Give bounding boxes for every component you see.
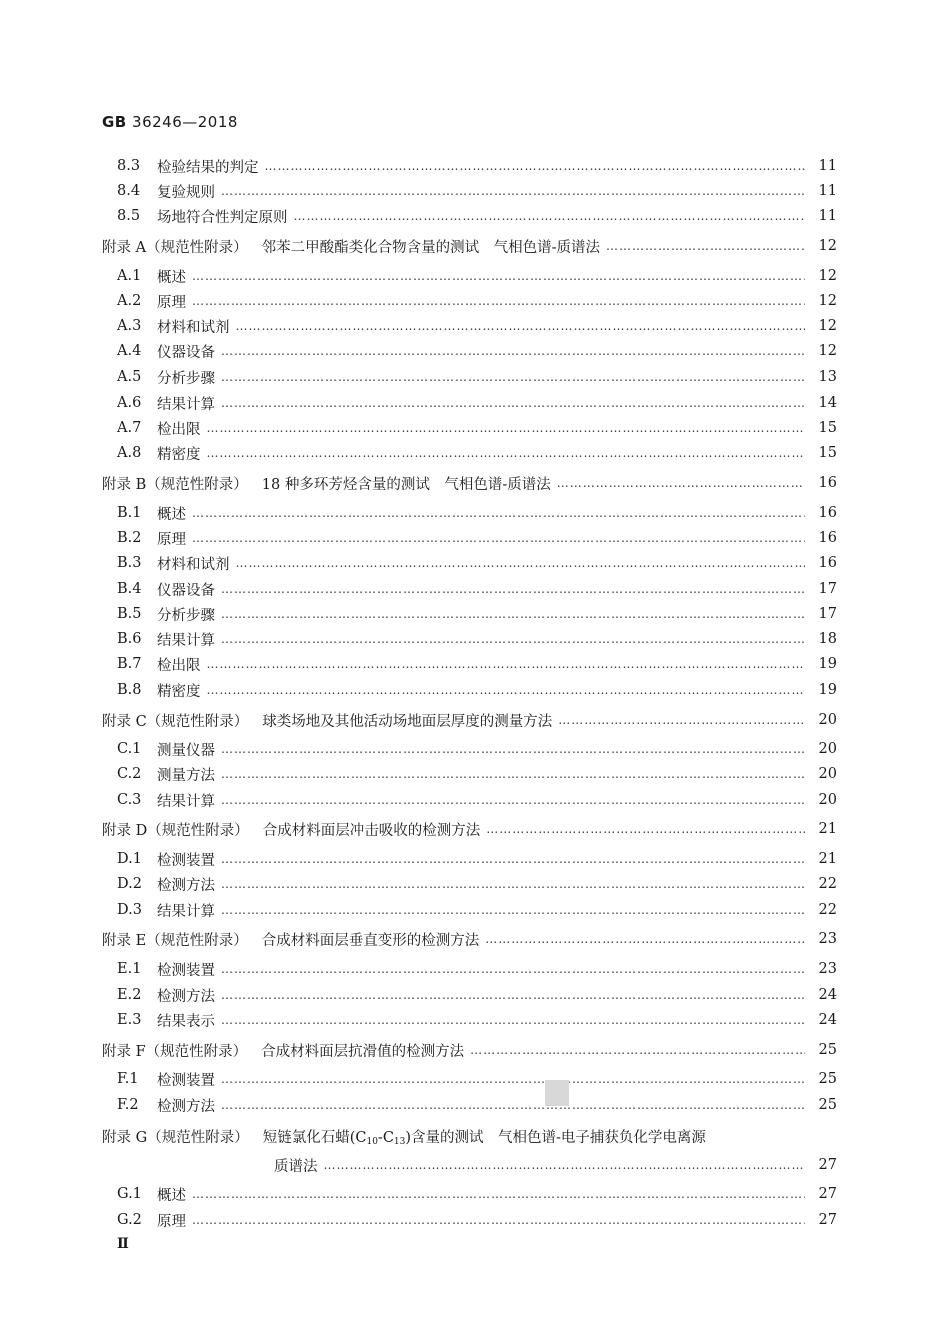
toc-entry-title: 材料和试剂 bbox=[157, 556, 230, 573]
toc-entry[interactable] bbox=[117, 417, 837, 439]
toc-entry-number: 附录 C（规范性附录） bbox=[102, 713, 249, 730]
toc-entry[interactable] bbox=[117, 984, 837, 1006]
toc-entry[interactable] bbox=[117, 1068, 837, 1090]
toc-page-number: 15 bbox=[818, 420, 837, 436]
toc-leader-dots bbox=[221, 607, 805, 621]
toc-entry-title: 仪器设备 bbox=[157, 344, 215, 361]
document-header bbox=[102, 113, 238, 131]
toc-leader-dots bbox=[207, 657, 806, 671]
toc-entry-title: 结果计算 bbox=[157, 793, 215, 810]
toc-leader-dots bbox=[606, 239, 805, 253]
toc-page-number: 16 bbox=[818, 475, 837, 491]
toc-page-number: 12 bbox=[818, 238, 837, 254]
toc-page-number: 21 bbox=[818, 851, 837, 867]
toc-entry-number: 8.4 bbox=[117, 183, 141, 199]
toc-entry-title: 概述 bbox=[157, 1187, 186, 1204]
toc-entry-title: 检出限 bbox=[157, 657, 201, 674]
toc-leader-dots bbox=[221, 344, 805, 358]
toc-entry-title: 检测方法 bbox=[157, 988, 215, 1005]
toc-leader-dots bbox=[221, 1013, 805, 1027]
toc-page-number: 27 bbox=[818, 1186, 837, 1202]
toc-entry-title: 原理 bbox=[157, 531, 186, 548]
toc-entry-title: 邻苯二甲酸酯类化合物含量的测试 气相色谱-质谱法 bbox=[261, 239, 600, 256]
toc-leader-dots bbox=[221, 632, 805, 646]
toc-page-number: 20 bbox=[818, 766, 837, 782]
toc-leader-dots bbox=[221, 582, 805, 596]
toc-entry-number: 8.5 bbox=[117, 208, 141, 224]
toc-page-number: 24 bbox=[818, 1012, 837, 1028]
toc-page-number: 20 bbox=[818, 712, 837, 728]
toc-leader-dots bbox=[294, 209, 806, 223]
toc-entry-number: B.6 bbox=[117, 631, 142, 647]
toc-entry[interactable] bbox=[117, 155, 837, 177]
toc-entry-number: G.2 bbox=[117, 1212, 142, 1228]
toc-entry-number: A.1 bbox=[117, 268, 142, 284]
toc-page-number: 25 bbox=[818, 1097, 837, 1113]
toc-entry-number: 附录 G（规范性附录） bbox=[102, 1129, 249, 1146]
toc-entry-number: C.1 bbox=[117, 741, 142, 757]
toc-leader-dots bbox=[192, 506, 805, 520]
toc-page-number: 11 bbox=[818, 208, 837, 224]
toc-leader-dots bbox=[221, 184, 805, 198]
toc-entry-number: 8.3 bbox=[117, 158, 141, 174]
toc-entry-title: 合成材料面层冲击吸收的检测方法 bbox=[262, 822, 481, 839]
toc-leader-dots bbox=[207, 446, 806, 460]
toc-entry[interactable] bbox=[117, 738, 837, 760]
toc-leader-dots bbox=[221, 793, 805, 807]
toc-entry[interactable] bbox=[117, 290, 837, 312]
toc-page-number: 27 bbox=[818, 1157, 837, 1173]
toc-leader-dots bbox=[207, 421, 806, 435]
toc-page-number: 17 bbox=[818, 581, 837, 597]
toc-entry-number: E.3 bbox=[117, 1012, 142, 1028]
toc-entry[interactable] bbox=[117, 578, 837, 600]
toc-appendix-entry[interactable] bbox=[102, 472, 837, 494]
toc-page-number: 24 bbox=[818, 987, 837, 1003]
toc-appendix-entry[interactable] bbox=[102, 709, 837, 731]
toc-entry[interactable] bbox=[117, 205, 837, 227]
toc-page-number: 20 bbox=[818, 741, 837, 757]
toc-entry-number: 附录 A（规范性附录） bbox=[102, 239, 248, 256]
toc-entry-title: 结果计算 bbox=[157, 396, 215, 413]
toc-leader-dots bbox=[486, 822, 805, 836]
scan-artifact bbox=[545, 1080, 569, 1106]
toc-leader-dots bbox=[221, 396, 805, 410]
toc-entry-number: A.5 bbox=[117, 369, 142, 385]
toc-entry[interactable] bbox=[117, 315, 837, 337]
toc-entry-number: F.1 bbox=[117, 1071, 139, 1087]
toc-entry-title: 精密度 bbox=[157, 446, 201, 463]
toc-leader-dots bbox=[192, 294, 805, 308]
toc-entry[interactable] bbox=[117, 603, 837, 625]
toc-entry-title: 合成材料面层垂直变形的检测方法 bbox=[261, 932, 480, 949]
toc-entry-number: 附录 E（规范性附录） bbox=[102, 932, 248, 949]
toc-entry-number: A.3 bbox=[117, 318, 142, 334]
toc-entry[interactable] bbox=[117, 653, 837, 675]
toc-page-number: 16 bbox=[818, 530, 837, 546]
toc-entry-title: 质谱法 bbox=[274, 1158, 318, 1175]
toc-leader-dots bbox=[324, 1158, 806, 1172]
toc-entry-title: 短链氯化石蜡$(C_{10}-C_{13})$含量的测试 气相色谱-电子捕获负化学电离源 bbox=[262, 1129, 706, 1147]
toc-page-number: 12 bbox=[818, 293, 837, 309]
toc-leader-dots bbox=[221, 1098, 805, 1112]
toc-entry-number: D.3 bbox=[117, 902, 142, 918]
toc-entry-title: 检测方法 bbox=[157, 1098, 215, 1115]
toc-page-number: 13 bbox=[818, 369, 837, 385]
toc-entry-title: 结果计算 bbox=[157, 632, 215, 649]
toc-entry-title: 检测装置 bbox=[157, 852, 215, 869]
toc-entry-title: 概述 bbox=[157, 506, 186, 523]
toc-entry-title: 场地符合性判定原则 bbox=[157, 209, 288, 226]
page-number-roman: Ⅱ bbox=[117, 1236, 129, 1252]
toc-page-number: 20 bbox=[818, 792, 837, 808]
toc-entry-title: 球类场地及其他活动场地面层厚度的测量方法 bbox=[262, 713, 553, 730]
toc-appendix-entry[interactable] bbox=[102, 1125, 837, 1147]
toc-leader-dots bbox=[221, 962, 805, 976]
toc-page-number: 25 bbox=[818, 1042, 837, 1058]
toc-entry-title: 材料和试剂 bbox=[157, 319, 230, 336]
toc-entry[interactable] bbox=[117, 1094, 837, 1116]
toc-entry[interactable] bbox=[117, 552, 837, 574]
toc-leader-dots bbox=[221, 370, 805, 384]
toc-page-number: 16 bbox=[818, 555, 837, 571]
toc-entry-number: 附录 D（规范性附录） bbox=[102, 822, 249, 839]
toc-entry[interactable] bbox=[117, 180, 837, 202]
toc-entry[interactable] bbox=[117, 502, 837, 524]
toc-entry-title: 概述 bbox=[157, 269, 186, 286]
toc-page-number: 12 bbox=[818, 268, 837, 284]
standard-prefix: GB bbox=[102, 113, 127, 131]
toc-page-number: 22 bbox=[818, 876, 837, 892]
toc-entry[interactable] bbox=[117, 527, 837, 549]
toc-leader-dots bbox=[221, 742, 805, 756]
toc-entry[interactable] bbox=[117, 789, 837, 811]
toc-leader-dots bbox=[236, 556, 806, 570]
toc-entry-number: B.3 bbox=[117, 555, 142, 571]
standard-code: 36246—2018 bbox=[132, 113, 238, 131]
toc-entry-title: 检测方法 bbox=[157, 877, 215, 894]
toc-page-number: 19 bbox=[818, 682, 837, 698]
toc-entry-title: 18 种多环芳烃含量的测试 气相色谱-质谱法 bbox=[261, 476, 551, 493]
toc-entry-title: 检测装置 bbox=[157, 1072, 215, 1089]
toc-entry-number: B.1 bbox=[117, 505, 142, 521]
toc-entry[interactable] bbox=[117, 340, 837, 362]
toc-entry[interactable] bbox=[117, 763, 837, 785]
toc-leader-dots bbox=[192, 269, 805, 283]
toc-entry[interactable] bbox=[117, 848, 837, 870]
toc-entry-number: A.8 bbox=[117, 445, 142, 461]
toc-entry-number: A.7 bbox=[117, 420, 142, 436]
toc-leader-dots bbox=[221, 903, 805, 917]
toc-leader-dots bbox=[558, 713, 805, 727]
toc-leader-dots bbox=[221, 1072, 805, 1086]
toc-page-number: 23 bbox=[818, 931, 837, 947]
toc-entry-number: F.2 bbox=[117, 1097, 139, 1113]
toc-leader-dots bbox=[265, 159, 806, 173]
toc-entry-number: B.4 bbox=[117, 581, 142, 597]
toc-entry[interactable] bbox=[117, 392, 837, 414]
toc-entry-number: C.3 bbox=[117, 792, 142, 808]
toc-page-number: 19 bbox=[818, 656, 837, 672]
toc-appendix-entry[interactable] bbox=[102, 235, 837, 257]
toc-entry-number: E.2 bbox=[117, 987, 142, 1003]
toc-entry-number: 附录 F（规范性附录） bbox=[102, 1043, 248, 1060]
toc-entry-title: 测量仪器 bbox=[157, 742, 215, 759]
toc-page-number: 23 bbox=[818, 961, 837, 977]
toc-entry-title: 原理 bbox=[157, 294, 186, 311]
toc-page-number: 17 bbox=[818, 606, 837, 622]
toc-page-number: 27 bbox=[818, 1212, 837, 1228]
toc-entry[interactable] bbox=[274, 1154, 837, 1176]
toc-entry[interactable] bbox=[117, 899, 837, 921]
toc-entry[interactable] bbox=[117, 442, 837, 464]
toc-entry-number: D.1 bbox=[117, 851, 142, 867]
toc-leader-dots bbox=[557, 476, 805, 490]
toc-entry-number: E.1 bbox=[117, 961, 142, 977]
toc-page-number: 16 bbox=[818, 505, 837, 521]
toc-appendix-entry[interactable] bbox=[102, 1039, 837, 1061]
toc-entry-title: 检验结果的判定 bbox=[157, 159, 259, 176]
toc-entry-title: 结果计算 bbox=[157, 903, 215, 920]
toc-entry-title: 检测装置 bbox=[157, 962, 215, 979]
toc-entry-title: 仪器设备 bbox=[157, 582, 215, 599]
toc-page-number: 25 bbox=[818, 1071, 837, 1087]
toc-entry-title: 精密度 bbox=[157, 683, 201, 700]
toc-leader-dots bbox=[192, 1187, 805, 1201]
toc-entry-number: D.2 bbox=[117, 876, 142, 892]
toc-leader-dots bbox=[221, 877, 805, 891]
toc-page-number: 11 bbox=[818, 158, 837, 174]
toc-entry-number: A.2 bbox=[117, 293, 142, 309]
toc-page-number: 18 bbox=[818, 631, 837, 647]
toc-entry-number: A.6 bbox=[117, 395, 142, 411]
toc-entry-title: 复验规则 bbox=[157, 184, 215, 201]
toc-leader-dots bbox=[236, 319, 806, 333]
toc-page-number: 15 bbox=[818, 445, 837, 461]
toc-entry-number: B.2 bbox=[117, 530, 142, 546]
toc-entry-title: 原理 bbox=[157, 1213, 186, 1230]
toc-entry[interactable] bbox=[117, 366, 837, 388]
toc-leader-dots bbox=[221, 852, 805, 866]
toc-page-number: 11 bbox=[818, 183, 837, 199]
toc-page-number: 12 bbox=[818, 318, 837, 334]
toc-entry[interactable] bbox=[117, 265, 837, 287]
toc-leader-dots bbox=[470, 1043, 805, 1057]
toc-appendix-entry[interactable] bbox=[102, 928, 837, 950]
toc-entry-title: 分析步骤 bbox=[157, 370, 215, 387]
toc-entry[interactable] bbox=[117, 1209, 837, 1231]
toc-page-number: 12 bbox=[818, 343, 837, 359]
toc-entry[interactable] bbox=[117, 628, 837, 650]
toc-appendix-entry[interactable] bbox=[102, 818, 837, 840]
toc-entry-number: B.7 bbox=[117, 656, 142, 672]
toc-entry-number: B.8 bbox=[117, 682, 142, 698]
toc-leader-dots bbox=[221, 767, 805, 781]
toc-entry-number: B.5 bbox=[117, 606, 142, 622]
toc-leader-dots bbox=[192, 1213, 805, 1227]
toc-leader-dots bbox=[485, 932, 805, 946]
toc-leader-dots bbox=[192, 531, 805, 545]
toc-entry-number: G.1 bbox=[117, 1186, 142, 1202]
toc-leader-dots bbox=[207, 683, 806, 697]
toc-entry-title: 合成材料面层抗滑值的检测方法 bbox=[261, 1043, 465, 1060]
toc-leader-dots bbox=[221, 988, 805, 1002]
toc-entry[interactable] bbox=[117, 1009, 837, 1031]
toc-entry-title: 检出限 bbox=[157, 421, 201, 438]
toc-entry[interactable] bbox=[117, 873, 837, 895]
toc-entry[interactable] bbox=[117, 1183, 837, 1205]
toc-entry-title: 分析步骤 bbox=[157, 607, 215, 624]
toc-page-number: 14 bbox=[818, 395, 837, 411]
toc-entry-number: 附录 B（规范性附录） bbox=[102, 476, 248, 493]
toc-page-number: 21 bbox=[818, 821, 837, 837]
toc-entry[interactable] bbox=[117, 679, 837, 701]
toc-entry[interactable] bbox=[117, 958, 837, 980]
toc-entry-title: 结果表示 bbox=[157, 1013, 215, 1030]
toc-entry-number: A.4 bbox=[117, 343, 142, 359]
toc-entry-title: 测量方法 bbox=[157, 767, 215, 784]
toc-entry-number: C.2 bbox=[117, 766, 142, 782]
toc-page-number: 22 bbox=[818, 902, 837, 918]
